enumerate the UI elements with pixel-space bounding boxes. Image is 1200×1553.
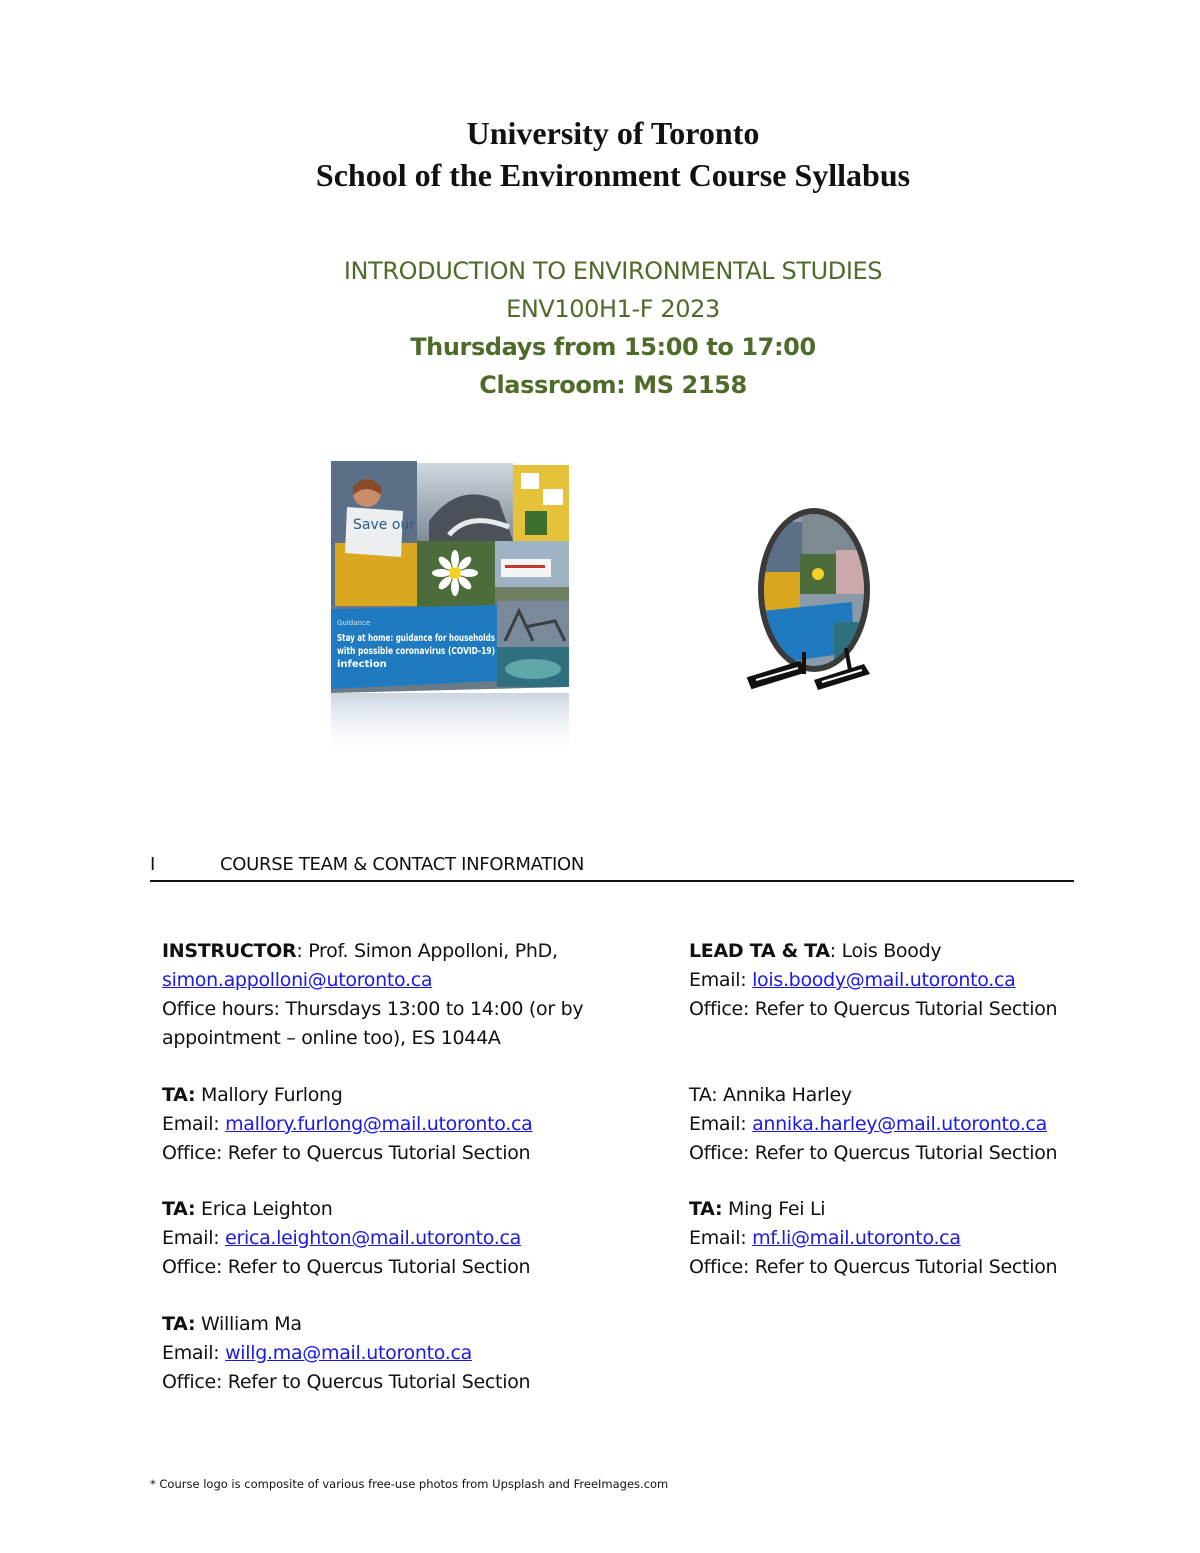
ta-office: Office: Refer to Quercus Tutorial Section xyxy=(689,1256,1058,1278)
ta-email-link[interactable]: willg.ma@mail.utoronto.ca xyxy=(225,1342,472,1364)
section-title: COURSE TEAM & CONTACT INFORMATION xyxy=(220,854,584,875)
ta-office: Office: Refer to Quercus Tutorial Section xyxy=(162,1142,531,1164)
document-title xyxy=(0,112,1200,196)
mirror-logo xyxy=(742,502,872,694)
banner-line-2: with possible coronavirus (COVID-19) xyxy=(337,646,495,657)
ta-role: TA: xyxy=(162,1198,196,1220)
ta-role: TA: xyxy=(162,1313,196,1335)
section-heading xyxy=(150,852,1074,882)
course-name: INTRODUCTION TO ENVIRONMENTAL STUDIES xyxy=(343,257,883,285)
ta-name: Mallory Furlong xyxy=(195,1084,343,1106)
course-code: ENV100H1-F 2023 xyxy=(506,295,720,323)
ta-contact xyxy=(162,1081,632,1168)
instructor-name: : Prof. Simon Appolloni, PhD, xyxy=(296,940,558,962)
email-label: Email: xyxy=(162,1113,226,1135)
ta-email-link[interactable]: mallory.furlong@mail.utoronto.ca xyxy=(225,1113,533,1135)
email-label: Email: xyxy=(162,1342,226,1364)
lead-ta-office: Office: Refer to Quercus Tutorial Section xyxy=(689,998,1058,1020)
email-label: Email: xyxy=(689,1227,753,1249)
ta-office: Office: Refer to Quercus Tutorial Section xyxy=(162,1371,531,1393)
lead-ta-role: LEAD TA & TA xyxy=(689,940,830,962)
banner-line-1: Stay at home: guidance for households xyxy=(337,633,496,644)
ta-role: TA: xyxy=(162,1084,196,1106)
course-schedule: Thursdays from 15:00 to 17:00 xyxy=(410,333,816,361)
ta-contact xyxy=(162,1310,632,1397)
ta-role: TA: Annika Harley xyxy=(689,1084,852,1106)
ta-name: Erica Leighton xyxy=(195,1198,333,1220)
email-label: Email: xyxy=(162,1227,226,1249)
banner-line-3: infection xyxy=(337,659,387,670)
ta-name: William Ma xyxy=(195,1313,302,1335)
logo-footnote: * Course logo is composite of various free-use photos from Upsplash and FreeImages.com xyxy=(150,1477,669,1491)
university-name: University of Toronto xyxy=(466,115,760,151)
ta-name: Ming Fei Li xyxy=(722,1198,826,1220)
course-info xyxy=(0,252,1200,404)
ta-office: Office: Refer to Quercus Tutorial Section xyxy=(162,1256,531,1278)
ta-contact xyxy=(162,1195,632,1282)
ta-email-link[interactable]: mf.li@mail.utoronto.ca xyxy=(752,1227,961,1249)
section-number: I xyxy=(150,854,156,875)
ta-contact xyxy=(689,1195,1149,1282)
ta-role: TA: xyxy=(689,1198,723,1220)
lead-ta-email-link[interactable]: lois.boody@mail.utoronto.ca xyxy=(752,969,1016,991)
ta-email-link[interactable]: erica.leighton@mail.utoronto.ca xyxy=(225,1227,521,1249)
email-label: Email: xyxy=(689,1113,753,1135)
instructor-hours-line1: Office hours: Thursdays 13:00 to 14:00 (or by xyxy=(162,998,584,1020)
lead-ta-name: : Lois Boody xyxy=(829,940,942,962)
ta-office: Office: Refer to Quercus Tutorial Section xyxy=(689,1142,1058,1164)
course-classroom: Classroom: MS 2158 xyxy=(479,371,747,399)
lead-ta-contact xyxy=(689,937,1149,1024)
email-label: Email: xyxy=(689,969,753,991)
instructor-email-link[interactable]: simon.appolloni@utoronto.ca xyxy=(162,969,433,991)
course-logo-collage xyxy=(329,461,571,761)
ta-email-link[interactable]: annika.harley@mail.utoronto.ca xyxy=(752,1113,1047,1135)
instructor-role: INSTRUCTOR xyxy=(162,940,297,962)
school-title: School of the Environment Course Syllabus xyxy=(315,157,911,193)
sign-text: Save our xyxy=(353,517,416,533)
svg-text:Guidance: Guidance xyxy=(337,619,371,627)
instructor-hours-line2: appointment – online too), ES 1044A xyxy=(162,1027,501,1049)
ta-contact xyxy=(689,1081,1149,1168)
instructor-contact xyxy=(162,937,632,1053)
